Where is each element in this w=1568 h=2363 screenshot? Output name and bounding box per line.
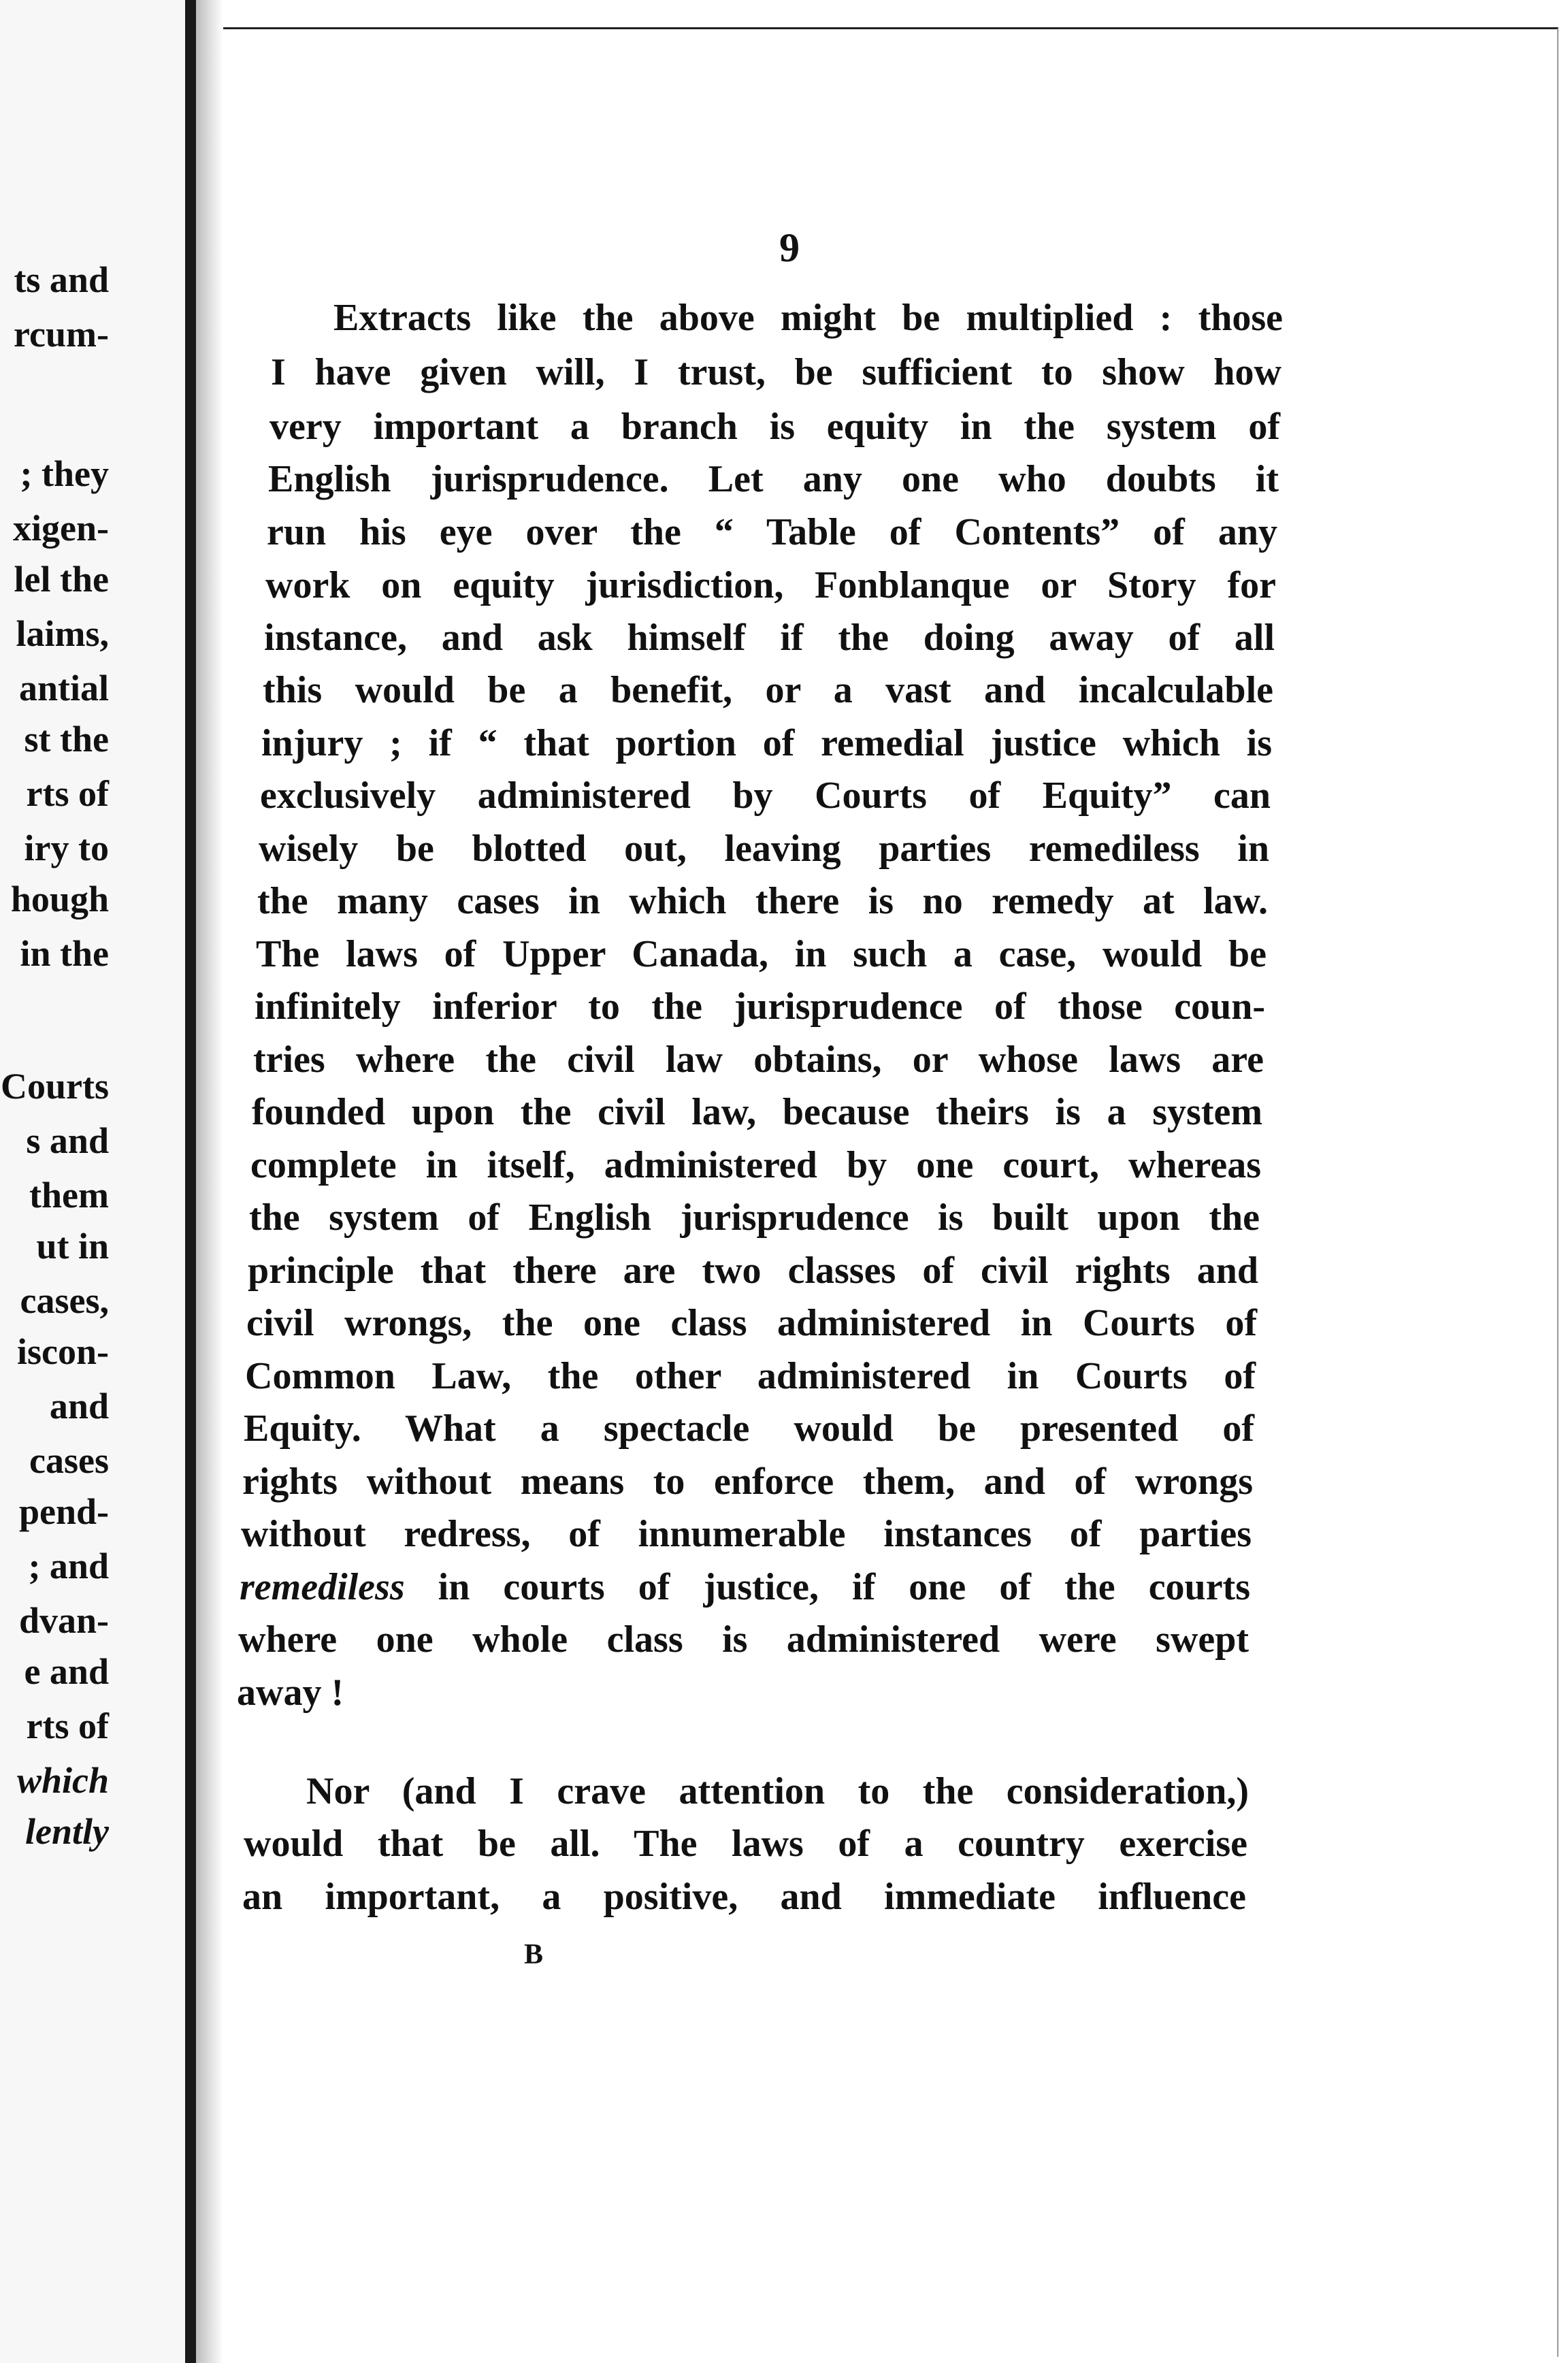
text-line: Nor (and I crave attention to the consideration,) [306, 1770, 1249, 1812]
left-page-line: cases, [20, 1280, 109, 1321]
left-page-line: ut in [36, 1226, 109, 1267]
left-page-line: and [49, 1386, 109, 1427]
left-page-line: st the [24, 719, 109, 760]
text-line: this would be a benefit, or a vast and incalculable [263, 669, 1273, 711]
italic-word: remediless [240, 1566, 405, 1608]
left-page-line: laims, [16, 613, 109, 654]
left-page-line: them [29, 1175, 109, 1216]
text-line: exclusively administered by Courts of Equity” can [260, 775, 1271, 817]
text-line: instance, and ask himself if the doing away of all [264, 617, 1275, 659]
text-line-rest: in courts of justice, if one of the courts [438, 1566, 1250, 1608]
book-gutter [185, 0, 196, 2363]
left-page-line: antial [18, 668, 109, 708]
left-page-line: ts and [14, 259, 109, 300]
left-page-line: rcum- [14, 314, 109, 355]
text-line: where one whole class is administered were swept [238, 1618, 1249, 1661]
text-line: complete in itself, administered by one court, whereas [250, 1144, 1261, 1186]
text-line: English jurisprudence. Let any one who doubts it [268, 458, 1279, 500]
left-page-line: which [16, 1760, 109, 1801]
left-page-line: in the [20, 933, 109, 974]
text-line: civil wrongs, the one class administered in Courts of [246, 1302, 1257, 1344]
left-page-line: rts of [26, 1706, 109, 1746]
text-line: Extracts like the above might be multiplied : those [333, 297, 1283, 339]
text-line: founded upon the civil law, because theirs is a system [252, 1091, 1262, 1133]
left-page-line: lently [25, 1811, 109, 1852]
left-page-line: ; and [28, 1546, 109, 1586]
text-line: The laws of Upper Canada, in such a case, would be [256, 933, 1267, 975]
left-page-line: xigen- [13, 508, 109, 549]
gutter-shadow [196, 0, 223, 2363]
text-line: wisely be blotted out, leaving parties remediless in [259, 828, 1269, 870]
text-line: rights without means to enforce them, and of wrongs [242, 1461, 1253, 1503]
left-page-line: iscon- [17, 1331, 109, 1372]
text-line: tries where the civil law obtains, or whose laws are [253, 1039, 1264, 1081]
text-line: principle that there are two classes of civil rights and [248, 1250, 1258, 1292]
left-page-line: pend- [18, 1491, 109, 1532]
left-page-line: hough [10, 879, 109, 919]
left-page-fragment [0, 0, 197, 2363]
text-line: without redress, of innumerable instances of parties [241, 1513, 1252, 1555]
left-page-line: rts of [26, 773, 109, 814]
text-line: Equity. What a spectacle would be presented of [244, 1407, 1254, 1450]
left-page-line: ; they [20, 453, 109, 494]
text-line: would that be all. The laws of a country exercise [244, 1823, 1247, 1865]
text-line: very important a branch is equity in the system of [270, 406, 1280, 448]
left-page-line: cases [29, 1440, 109, 1481]
left-page-line: iry to [24, 828, 109, 868]
left-page-line: dvan- [18, 1600, 109, 1641]
text-line: an important, a positive, and immediate influence [242, 1876, 1246, 1918]
text-line: infinitely inferior to the jurisprudence of those coun- [255, 985, 1265, 1028]
left-page-line: lel the [14, 559, 109, 600]
text-line: the system of English jurisprudence is built upon the [249, 1196, 1260, 1239]
text-line: run his eye over the “ Table of Contents” of any [267, 511, 1277, 553]
text-line: injury ; if “ that portion of remedial justice which is [261, 722, 1272, 764]
page-number: 9 [779, 225, 800, 270]
text-line: the many cases in which there is no remedy at law. [257, 880, 1268, 922]
left-page-line: Courts [1, 1066, 109, 1107]
text-line: I have given will, I trust, be sufficient to show how [271, 351, 1281, 393]
text-line: Common Law, the other administered in Courts of [245, 1355, 1256, 1397]
text-line: away ! [237, 1672, 344, 1714]
signature-mark: B [524, 1939, 544, 1970]
left-page-line: s and [26, 1120, 109, 1161]
text-line [240, 1565, 1250, 1609]
left-page-line: e and [24, 1651, 109, 1692]
text-line: work on equity jurisdiction, Fonblanque or Story for [265, 564, 1276, 606]
